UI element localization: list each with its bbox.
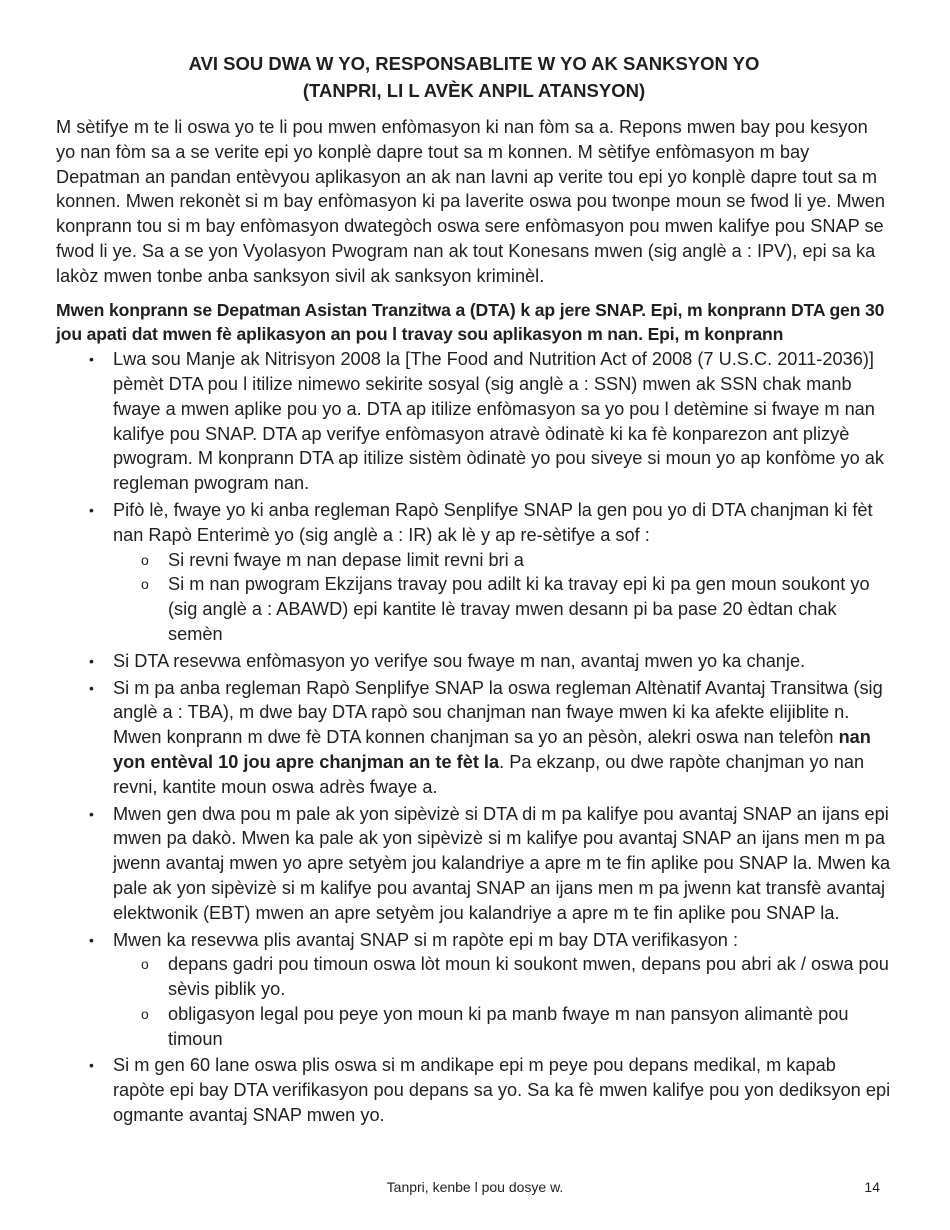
list-item-text <box>113 678 883 797</box>
sub-list-item-text: obligasyon legal pou peye yon moun ki pa manb fwaye m nan pansyon alimantè pou timoun <box>168 1003 849 1049</box>
list-item-text: Pifò lè, fwaye yo ki anba regleman Rapò Senplifye SNAP la gen pou yo di DTA chanjman ki fèt nan Rapò Enterimè yo (sig anglè a : IR) ak lè y ap re-sètifye a sof : <box>113 499 873 545</box>
list-item <box>56 1053 892 1127</box>
page-number: 14 <box>864 1179 880 1195</box>
list-item <box>56 498 892 647</box>
list-item <box>56 649 892 674</box>
sub-list <box>113 548 892 647</box>
circle-bullet-icon: o <box>141 551 149 568</box>
list-item-text: Mwen gen dwa pou m pale ak yon sipèvizè si DTA di m pa kalifye pou avantaj SNAP an ijans epi mwen pa dakò. Mwen ka pale ak yon sipèvizè si m kalifye pou avantaj SNAP an ijans men m pa jwenn avantaj mwen yo apre setyèm jou kalandriye a apre m te fin aplike pou SNAP la. Mwen ka pale ak yon sipèvizè si m kalifye pou avantaj SNAP an ijans men m pa jwenn kat transfè avantaj elektwonik (EBT) mwen an apre setyèm jou kalandriye a apre m te fin aplike pou SNAP la. <box>113 803 891 923</box>
sub-list-item-text: depans gadri pou timoun oswa lòt moun ki soukont mwen, depans pou abri ak / oswa pou sèvis piblik yo. <box>168 954 889 1000</box>
bullet-icon: • <box>89 351 94 368</box>
bullet-icon: • <box>89 652 94 669</box>
sub-list-item <box>113 548 892 573</box>
list-item <box>56 928 892 1052</box>
sub-list <box>113 952 892 1051</box>
circle-bullet-icon: o <box>141 576 149 593</box>
document-page <box>56 50 892 1130</box>
list-item-text: Mwen ka resevwa plis avantaj SNAP si m rapòte epi m bay DTA verifikasyon : <box>113 929 739 950</box>
bullet-icon: • <box>89 931 94 948</box>
bullet-icon: • <box>89 679 94 696</box>
sub-list-item-text: Si revni fwaye m nan depase limit revni bri a <box>168 549 524 570</box>
list-item-text: Si DTA resevwa enfòmasyon yo verifye sou fwaye m nan, avantaj mwen yo ka chanje. <box>113 650 806 671</box>
list-item-text: Lwa sou Manje ak Nitrisyon 2008 la [The Food and Nutrition Act of 2008 (7 U.S.C. 2011-2036)] pèmèt DTA pou l itilize nimewo sekirite sosyal (sig anglè a : SSN) mwen ak SSN chak manb fwaye a mwen aplike pou yo a. DTA ap itilize enfòmasyon sa yo pou l detèmine si fwaye m nan kalifye pou SNAP. DTA ap verifye enfòmasyon atravè òdinatè ki ka fè konparezon ant plizyè pwogram. M konprann DTA ap itilize sistèm òdinatè yo pou siveye si moun yo ap konfòme yo ak regleman pwogram nan. <box>113 349 884 494</box>
dta-paragraph: Mwen konprann se Depatman Asistan Tranzitwa a (DTA) k ap jere SNAP. Epi, m konprann DTA gen 30 jou apati dat mwen fè aplikasyon an pou l travay sou aplikasyon m nan. Epi, m konprann <box>56 299 885 345</box>
list-item-text-bold: nan yon entèval 10 jou apre chanjman an te fèt la <box>113 727 871 772</box>
circle-bullet-icon: o <box>141 956 149 973</box>
list-item-text: Si m gen 60 lane oswa plis oswa si m andikape epi m peye pou depans medikal, m kapab rapòte epi bay DTA verifikasyon pou depans sa yo. Sa ka fè mwen kalifye pou yon dediksyon epi ogmante avantaj SNAP mwen yo. <box>113 1055 891 1126</box>
sub-list-item-text: Si m nan pwogram Ekzijans travay pou adilt ki ka travay epi ki pa gen moun soukont yo (sig anglè a : ABAWD) epi kantite lè travay mwen desann pi ba pase 20 èdtan chak semèn <box>168 574 870 644</box>
list-item <box>56 347 892 496</box>
list-item-text-part: . Pa ekzanp, ou dwe rapòte chanjman yo nan revni, kantite moun oswa adrès fwaye a. <box>113 751 865 797</box>
list-item <box>56 676 892 800</box>
sub-list-item <box>113 572 892 646</box>
list-item <box>56 802 892 926</box>
circle-bullet-icon: o <box>141 1005 149 1022</box>
bullet-icon: • <box>89 805 94 822</box>
bullet-icon: • <box>89 501 94 518</box>
list-item-text-part: Si m pa anba regleman Rapò Senplifye SNAP la oswa regleman Altènatif Avantaj Transitwa (sig anglè a : TBA), m dwe bay DTA rapò sou chanjman nan fwaye mwen ki ka afekte elijiblite n. Mwen konprann m dwe fè DTA konnen chanjman sa yo an pèsòn, alekri oswa nan telefòn <box>113 677 883 748</box>
page-title-line-1: AVI SOU DWA W YO, RESPONSABLITE W YO AK SANKSYON YO <box>188 53 760 74</box>
bullet-list <box>56 347 892 1128</box>
footer-note: Tanpri, kenbe l pou dosye w. <box>386 1179 564 1195</box>
sub-list-item <box>113 1002 892 1052</box>
intro-paragraph: M sètifye m te li oswa yo te li pou mwen enfòmasyon ki nan fòm sa a. Repons mwen bay pou kesyon yo nan fòm sa a se verite epi yo konplè dapre tout sa m konnen. M sètifye enfòmasyon m bay Depatman an pandan entèvyou aplikasyon an ak nan lavni ap verite tou epi yo konplè dapre tout sa m konnen. Mwen rekonèt si m bay enfòmasyon ki pa laverite oswa pou twonpe moun se fwod li ye. Mwen konprann tou si m bay enfòmasyon dwategòch oswa sere enfòmasyon pou mwen kalifye pou SNAP se fwod li ye. Sa a se yon Vyolasyon Pwogram nan ak tout Konesans mwen (sig anglè a : IPV), epi sa ka lakòz mwen tonbe anba sanksyon sivil ak sanksyon kriminèl. <box>56 117 885 286</box>
sub-list-item <box>113 952 892 1002</box>
bullet-icon: • <box>89 1057 94 1074</box>
page-title-line-2: (TANPRI, LI L AVÈK ANPIL ATANSYON) <box>302 80 646 101</box>
page-title <box>56 50 892 104</box>
